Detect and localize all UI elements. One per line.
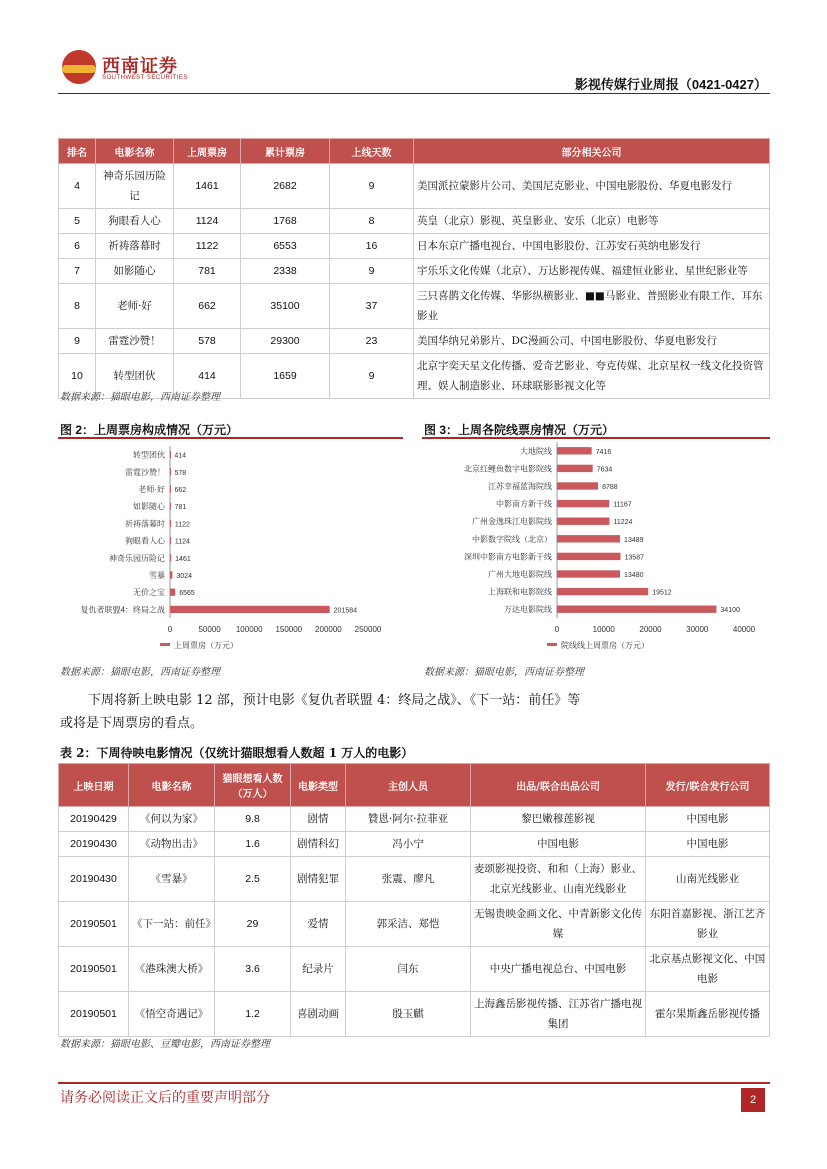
col-header: 电影名称 [129,764,215,807]
cell-days: 16 [330,234,414,259]
col-header: 累计票房 [241,139,330,164]
table-row [59,329,770,354]
cell-name: 狗眼看人心 [96,209,174,234]
data-label: 11167 [613,501,632,509]
cell-genre: 剧情 [291,807,346,832]
x-tick-label: 50000 [198,625,221,634]
col-header: 猫眼想看人数（万人） [215,764,291,807]
bar [557,518,609,525]
cell-genre: 纪录片 [291,947,346,992]
cell-want: 3.6 [215,947,291,992]
col-header: 上周票房 [174,139,241,164]
data-label: 6565 [179,590,195,598]
data-label: 1122 [174,521,190,529]
cell-name: 转型团伙 [96,354,174,399]
bar [170,589,175,596]
cell-companies: 宇乐乐文化传媒（北京）、万达影视传媒、福建恒业影业、星世纪影业等 [414,259,770,284]
cell-total: 2338 [241,259,330,284]
cell-distributor: 中国电影 [646,807,770,832]
cell-rank: 4 [59,164,96,209]
cell-crew: 冯小宁 [346,832,471,857]
cell-days: 9 [330,354,414,399]
table1-source: 数据来源：猫眼电影，西南证券整理 [60,392,220,403]
x-tick-label: 40000 [732,625,756,634]
cell-crew: 殷玉麒 [346,992,471,1037]
cell-week: 1122 [174,234,241,259]
bar [170,520,171,527]
data-label: 1124 [174,538,190,546]
bar [170,451,171,458]
data-label: 578 [174,469,187,477]
col-header: 排名 [59,139,96,164]
table-row [59,164,770,209]
cell-want: 29 [215,902,291,947]
bar [557,553,621,560]
table2-source: 数据来源：猫眼电影、豆瓣电影，西南证券整理 [60,1039,270,1050]
category-label: 转型团伙 [133,450,165,460]
data-label: 1461 [175,555,191,563]
category-label: 北京红鲤鱼数字电影院线 [464,464,552,474]
cell-rank: 5 [59,209,96,234]
legend-swatch [160,643,170,646]
cell-rank: 7 [59,259,96,284]
cell-genre: 喜剧动画 [291,992,346,1037]
category-label: 无价之宝 [133,588,165,598]
cell-days: 23 [330,329,414,354]
cell-total: 1768 [241,209,330,234]
data-label: 19512 [652,589,672,597]
data-label: 11224 [613,519,633,527]
data-label: 13489 [624,536,644,544]
cell-companies: 英皇（北京）影视、英皇影业、安乐（北京）电影等 [414,209,770,234]
cell-genre: 剧情犯罪 [291,857,346,902]
cell-genre: 爱情 [291,902,346,947]
bar [557,500,609,507]
cell-date: 20190501 [59,902,129,947]
cell-total: 6553 [241,234,330,259]
data-label: 7416 [595,448,612,456]
cell-date: 20190429 [59,807,129,832]
cell-name: 《何以为家》 [129,807,215,832]
table-row [59,284,770,329]
cell-companies: 三只喜鹊文化传媒、华影纵横影业、■■马影业、普照影业有限工作、耳东影业 [414,284,770,329]
category-label: 神奇乐园历险记 [109,553,165,563]
category-label: 中影数字院线（北京） [472,534,552,544]
bar [170,554,171,561]
cell-name: 老师·好 [96,284,174,329]
category-label: 深圳中影南方电影新干线 [464,552,552,562]
bar [170,468,171,475]
data-label: 3024 [176,573,192,580]
cell-want: 1.6 [215,832,291,857]
col-header: 部分相关公司 [414,139,770,164]
category-label: 雷霆沙赞！ [125,467,165,477]
x-tick-label: 0 [167,625,173,634]
bar [557,535,620,542]
footer-notice: 请务必阅读正文后的重要声明部分 [60,1090,270,1106]
cell-companies: 日本东京广播电视台、中国电影股份、江苏安石英纳电影发行 [414,234,770,259]
cell-week: 1124 [174,209,241,234]
col-header: 电影类型 [291,764,346,807]
cell-name: 《下一站：前任》 [129,902,215,947]
col-header: 电影名称 [96,139,174,164]
fig3-chart [422,442,770,658]
cell-days: 9 [330,164,414,209]
x-tick-label: 20000 [639,625,662,634]
category-label: 雪暴 [149,571,165,580]
bar [557,447,592,454]
category-label: 老师·好 [138,485,165,494]
bar [557,606,716,613]
cell-distributor: 中国电影 [646,832,770,857]
category-label: 复仇者联盟4：终局之战 [80,605,165,615]
cell-crew: 闫东 [346,947,471,992]
page-number: 2 [741,1088,765,1112]
table-row [59,902,770,947]
cell-rank: 8 [59,284,96,329]
logo-cn-text: 西南证券 [102,56,178,77]
fig2-chart [58,442,403,658]
cell-rank: 10 [59,354,96,399]
cell-want: 9.8 [215,807,291,832]
table-row [59,209,770,234]
box-office-table [58,138,770,399]
cell-name: 祈祷落幕时 [96,234,174,259]
footer-divider [58,1082,770,1084]
cell-producer: 麦颂影视投资、和和（上海）影业、北京光线影业、山南光线影业 [471,857,646,902]
col-header: 主创人员 [346,764,471,807]
col-header: 发行/联合发行公司 [646,764,770,807]
cell-name: 《雪暴》 [129,857,215,902]
cell-date: 20190501 [59,992,129,1037]
fig3-title: 图 3：上周各院线票房情况（万元） [424,423,615,437]
cell-week: 578 [174,329,241,354]
body-paragraph-line2: 或将是下周票房的看点。 [60,716,204,731]
cell-producer: 黎巴嫩穆莲影视 [471,807,646,832]
x-tick-label: 250000 [354,625,382,634]
cell-want: 1.2 [215,992,291,1037]
cell-producer: 中国电影 [471,832,646,857]
cell-total: 1659 [241,354,330,399]
category-label: 广州大地电影院线 [488,570,552,579]
cell-name: 《悟空奇遇记》 [129,992,215,1037]
upcoming-films-table [58,763,770,1037]
cell-companies: 北京宇奕天星文化传播、爱奇艺影业、夸克传媒、北京星权一线文化投资管理、娱人制造影业、环球联影影视文化等 [414,354,770,399]
cell-rank: 6 [59,234,96,259]
bar [170,571,172,578]
x-tick-label: 150000 [275,625,303,634]
data-label: 13480 [624,572,644,579]
bar [170,606,330,613]
data-label: 8788 [602,484,618,491]
cell-total: 2682 [241,164,330,209]
bar [170,537,171,544]
table-row [59,807,770,832]
cell-week: 414 [174,354,241,399]
cell-week: 1461 [174,164,241,209]
cell-name: 神奇乐园历险记 [96,164,174,209]
bar [557,482,598,489]
cell-producer: 无锡贵映金画文化、中青新影文化传媒 [471,902,646,947]
cell-days: 8 [330,209,414,234]
cell-total: 35100 [241,284,330,329]
cell-rank: 9 [59,329,96,354]
legend-swatch [547,643,557,646]
data-label: 7634 [596,466,613,474]
category-label: 中影南方新干线 [496,499,552,509]
company-logo [62,48,192,88]
col-header: 出品/联合出品公司 [471,764,646,807]
fig2-source: 数据来源：猫眼电影，西南证券整理 [60,667,220,678]
cell-week: 781 [174,259,241,284]
cell-producer: 中央广播电视总台、中国电影 [471,947,646,992]
category-label: 上海联和电影院线 [488,587,552,597]
fig2-title: 图 2：上周票房构成情况（万元） [60,423,239,437]
bar [557,588,648,595]
category-label: 狗眼看人心 [125,536,165,546]
cell-name: 如影随心 [96,259,174,284]
data-label: 201584 [333,607,358,615]
cell-date: 20190501 [59,947,129,992]
cell-total: 29300 [241,329,330,354]
data-label: 414 [174,452,187,460]
x-tick-label: 10000 [592,625,615,634]
table-row [59,234,770,259]
x-tick-label: 0 [554,625,560,634]
table-row [59,857,770,902]
header-divider [58,93,770,94]
table-row [59,947,770,992]
report-title: 影视传媒行业周报（0421-0427） [574,77,767,92]
cell-distributor: 山南光线影业 [646,857,770,902]
data-label: 13587 [624,554,644,562]
cell-distributor: 北京基点影视文化、中国电影 [646,947,770,992]
table-row [59,259,770,284]
data-label: 34100 [720,607,740,615]
bar [170,485,171,492]
col-header: 上映日期 [59,764,129,807]
category-label: 江苏幸福蓝海院线 [488,482,552,491]
bar [557,570,620,577]
cell-days: 37 [330,284,414,329]
logo-en-text: SOUTHWEST SECURITIES [102,75,188,81]
cell-genre: 剧情科幻 [291,832,346,857]
body-paragraph-line1: 下周将新上映电影 12 部，预计电影《复仇者联盟 4：终局之战》、《下一站：前任》等 [88,693,581,708]
cell-date: 20190430 [59,857,129,902]
cell-name: 《动物出击》 [129,832,215,857]
cell-companies: 美国派拉蒙影片公司、美国尼克影业、中国电影股份、华夏电影发行 [414,164,770,209]
x-tick-label: 100000 [235,625,263,634]
bar [557,465,593,472]
fig3-source: 数据来源：猫眼电影，西南证券整理 [424,667,584,678]
category-label: 万达电影院线 [504,605,552,615]
cell-distributor: 霍尔果斯鑫岳影视传播 [646,992,770,1037]
category-label: 祈祷落幕时 [125,519,165,529]
table-row [59,992,770,1037]
cell-distributor: 东阳首嘉影视、浙江艺齐影业 [646,902,770,947]
cell-name: 雷霆沙赞！ [96,329,174,354]
cell-crew: 郭采洁、郑恺 [346,902,471,947]
cell-companies: 美国华纳兄弟影片、DC漫画公司、中国电影股份、华夏电影发行 [414,329,770,354]
cell-date: 20190430 [59,832,129,857]
col-header: 上线天数 [330,139,414,164]
table-header-row [59,764,770,807]
data-label: 662 [174,487,187,494]
bar [170,503,171,510]
category-label: 广州金逸珠江电影院线 [472,517,552,527]
cell-name: 《港珠澳大桥》 [129,947,215,992]
cell-days: 9 [330,259,414,284]
data-label: 781 [174,504,187,512]
cell-producer: 上海鑫岳影视传播、江苏省广播电视集团 [471,992,646,1037]
table2-title: 表 2：下周待映电影情况（仅统计猫眼想看人数超 1 万人的电影） [60,746,414,760]
cell-week: 662 [174,284,241,329]
cell-crew: 张震、廖凡 [346,857,471,902]
cell-want: 2.5 [215,857,291,902]
table-header-row [59,139,770,164]
legend-label: 院线线上周票房（万元） [561,641,649,650]
category-label: 如影随心 [133,502,165,512]
legend-label: 上周票房（万元） [174,641,238,650]
table-row [59,832,770,857]
category-label: 大地院线 [520,446,552,456]
cell-crew: 贊恩·阿尔·拉菲亚 [346,807,471,832]
x-tick-label: 200000 [315,625,342,634]
x-tick-label: 30000 [686,625,709,634]
